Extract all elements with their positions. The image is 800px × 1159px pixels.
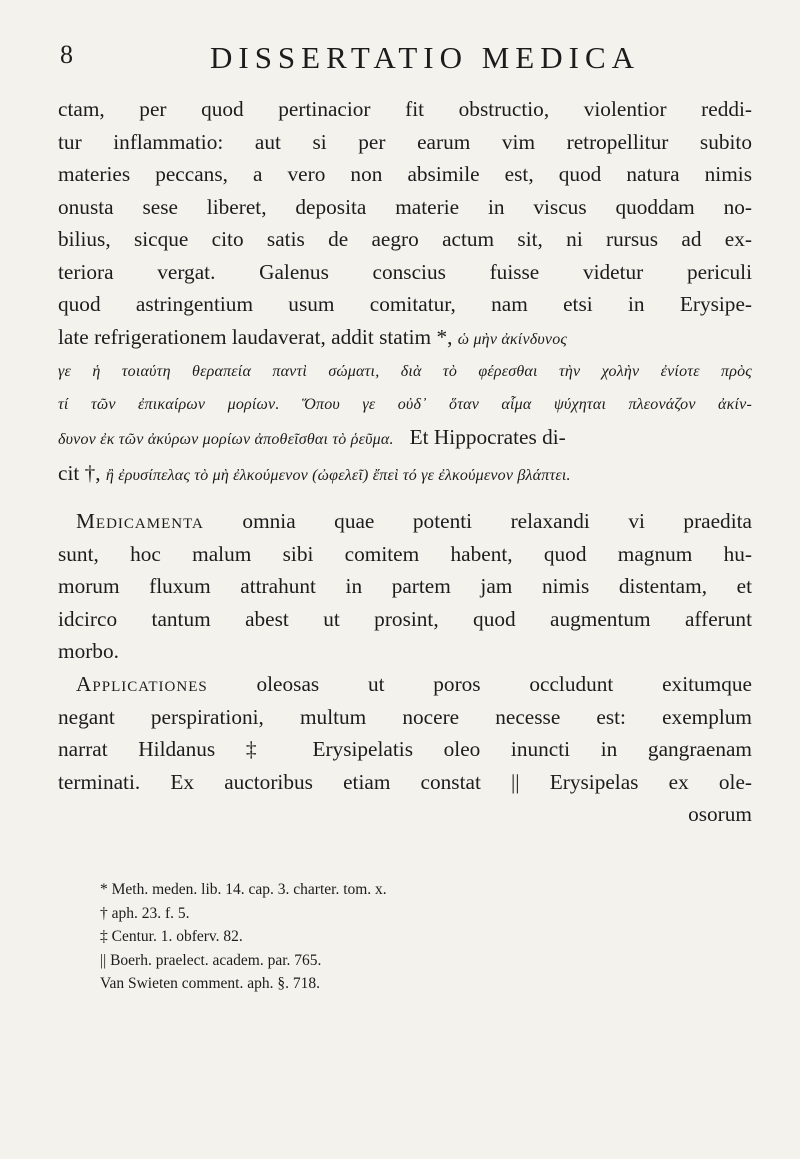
- greek-quote: γε ἡ τοιαύτη θεραπεία παντὶ σώματι, διὰ τὸ φέρεσθαι τὴν χολὴν ἐνίοτε πρὸς: [58, 363, 752, 380]
- text-line: materies peccans, a vero non absimile est, quod natura nimis: [58, 162, 752, 186]
- text-line: morbo.: [58, 639, 119, 663]
- greek-quote: ὡ μὴν ἀκίνδυνος: [457, 330, 568, 348]
- greek-quote: τί τῶν ἐπικαίρων μορίων. Ὅπου γε οὐδ᾽ ὅταν αἷμα ψύχηται πλεονάζον ἀκίν-: [58, 395, 752, 413]
- text-line: idcirco tantum abest ut prosint, quod augmentum afferunt: [58, 606, 752, 631]
- footnote: ‡ Centur. 1. obferv. 82.: [100, 928, 243, 945]
- running-title: DISSERTATIO MEDICA: [209, 40, 641, 75]
- text-line: narrat Hildanus ‡ Erysipelatis oleo inuncti in gangraenam: [58, 737, 752, 761]
- text-line: terminati. Ex auctoribus etiam constat || Erysipelas ex ole-: [58, 769, 752, 794]
- lead-word: Medicamenta: [76, 509, 204, 533]
- text-line-mixed: [58, 321, 752, 357]
- text-line-mixed: [58, 505, 752, 538]
- text-line: sunt, hoc malum sibi comitem habent, quod magnum hu-: [58, 541, 752, 566]
- text-line: omnia quae potenti relaxandi vi praedita: [203, 509, 752, 533]
- text-line: quod astringentium usum comitatur, nam etsi in Erysipe-: [58, 292, 752, 316]
- catchword: osorum: [688, 802, 752, 826]
- text-line-mixed: [58, 457, 752, 493]
- text-line: bilius, sicque cito satis de aegro actum sit, ni rursus ad ex-: [58, 227, 752, 251]
- text-line: Et Hippocrates di-: [409, 425, 566, 449]
- footnote: || Boerh. praelect. academ. par. 765.: [100, 951, 322, 969]
- text-line-mixed: [58, 421, 752, 457]
- page-number: 8: [60, 40, 73, 69]
- paragraph-3: [58, 668, 752, 831]
- text-line: onusta sese liberet, deposita materie in viscus quoddam no-: [58, 194, 752, 219]
- paragraph-1: [58, 93, 752, 492]
- text-line-mixed: [58, 668, 752, 701]
- text-line: oleosas ut poros occludunt exitumque: [207, 672, 752, 696]
- greek-quote: δυνον ἐκ τῶν ἀκύρων μορίων ἀποθεῖσθαι τὸ ῥεῦμα.: [58, 431, 394, 448]
- footnote: * Meth. meden. lib. 14. cap. 3. charter. tom. x.: [100, 881, 387, 898]
- text-line: cit †,: [58, 460, 101, 485]
- text-line: morum fluxum attrahunt in partem jam nimis distentam, et: [58, 574, 752, 598]
- paragraph-2: [58, 505, 752, 668]
- footnote: Van Swieten comment. aph. §. 718.: [100, 975, 320, 992]
- text-line: late refrigerationem laudaverat, addit statim *,: [58, 324, 458, 349]
- text-line: tur inflammatio: aut si per earum vim retropellitur subito: [58, 129, 752, 154]
- text-line: negant perspirationi, multum nocere necesse est: exemplum: [58, 704, 752, 729]
- text-line: teriora vergat. Galenus conscius fuisse videtur periculi: [58, 259, 752, 284]
- footnotes: [100, 878, 750, 996]
- lead-word: Applicationes: [76, 672, 208, 696]
- running-header: [60, 40, 750, 86]
- footnote: † aph. 23. f. 5.: [100, 904, 190, 922]
- text-line: ctam, per quod pertinacior fit obstructio, violentior reddi-: [58, 97, 752, 121]
- greek-quote: ἢ ἐρυσίπελας τὸ μὴ ἐλκούμενον (ὠφελεῖ) ἔπεὶ τό γε ἐλκούμενον βλάπτει.: [105, 466, 571, 484]
